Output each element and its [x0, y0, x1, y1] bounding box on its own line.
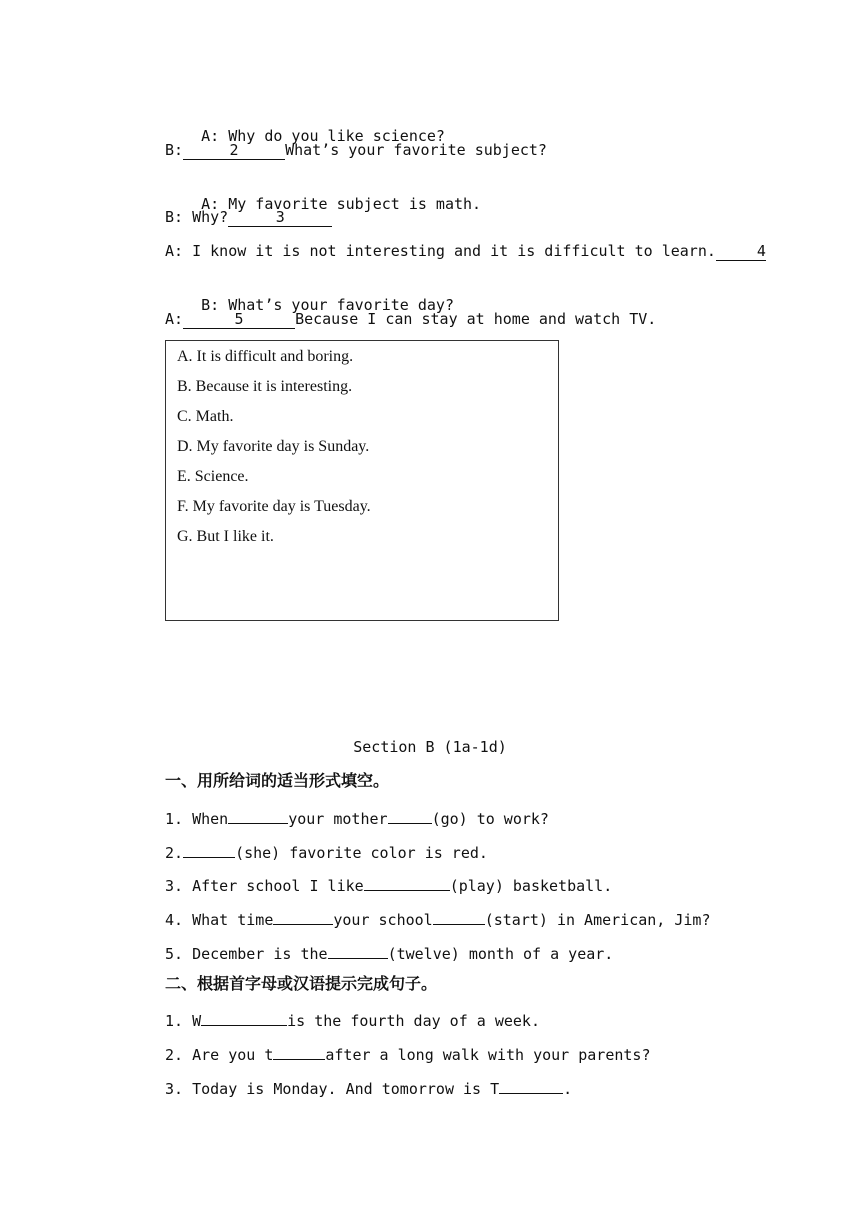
fill-blank[interactable]: [388, 805, 432, 824]
question-text: after a long walk with your parents?: [325, 1046, 651, 1064]
option-c: C. Math.: [177, 408, 234, 425]
dialogue-line-5: [165, 241, 766, 261]
question-text: .: [563, 1080, 573, 1098]
section-title: Section B (1a-1d): [353, 738, 507, 756]
question-text: (twelve) month of a year.: [387, 945, 614, 963]
fill-blank[interactable]: [433, 906, 485, 925]
fill-blank[interactable]: [273, 1041, 325, 1060]
answer-blank-5[interactable]: 5: [183, 310, 295, 329]
part2-item-2: [165, 1041, 650, 1065]
question-text: 4. What time: [165, 911, 274, 929]
fill-blank[interactable]: [228, 805, 288, 824]
fill-blank[interactable]: [183, 839, 235, 858]
question-text: 3. Today is Monday. And tomorrow is T: [165, 1080, 500, 1098]
part2-heading: 二、根据首字母或汉语提示完成句子。: [165, 974, 438, 993]
dialogue-line-4: [165, 207, 332, 227]
question-text: 1. When: [165, 810, 229, 828]
question-text: 2.: [165, 844, 184, 862]
part1-item-3: [165, 872, 612, 896]
option-b: B. Because it is interesting.: [177, 378, 353, 395]
option-f: F. My favorite day is Tuesday.: [177, 498, 371, 515]
question-text: (she) favorite color is red.: [235, 844, 488, 862]
part1-heading: 一、用所给词的适当形式填空。: [165, 771, 390, 790]
dialogue-text: B:: [165, 141, 184, 159]
question-text: 2. Are you t: [165, 1046, 274, 1064]
question-text: 1. W: [165, 1012, 202, 1030]
answer-blank-4[interactable]: 4: [716, 242, 766, 261]
dialogue-text: A: Why do you like science?: [201, 127, 445, 145]
answer-blank-2[interactable]: 2: [183, 141, 285, 160]
part2-item-1: [165, 1007, 540, 1031]
part1-item-4: [165, 906, 711, 930]
question-text: is the fourth day of a week.: [287, 1012, 540, 1030]
part1-item-5: [165, 940, 613, 964]
question-text: (start) in American, Jim?: [484, 911, 711, 929]
dialogue-text: B: Why?: [165, 208, 229, 226]
question-text: your school: [333, 911, 433, 929]
question-text: your mother: [288, 810, 388, 828]
question-text: (go) to work?: [431, 810, 549, 828]
option-g: G. But I like it.: [177, 528, 274, 545]
fill-blank[interactable]: [499, 1075, 563, 1094]
dialogue-line-2: [165, 140, 547, 160]
question-text: 3. After school I like: [165, 877, 364, 895]
fill-blank[interactable]: [273, 906, 333, 925]
question-text: (play) basketball.: [449, 877, 613, 895]
option-a: A. It is difficult and boring.: [177, 348, 354, 365]
option-d: D. My favorite day is Sunday.: [177, 438, 370, 455]
dialogue-text: A: I know it is not interesting and it is difficult to learn.: [165, 242, 716, 260]
fill-blank[interactable]: [364, 872, 450, 891]
part1-item-1: [165, 805, 549, 829]
fill-blank[interactable]: [328, 940, 388, 959]
part1-item-2: [165, 839, 488, 863]
answer-blank-3[interactable]: 3: [228, 208, 332, 227]
option-e: E. Science.: [177, 468, 249, 485]
fill-blank[interactable]: [201, 1007, 287, 1026]
dialogue-line-7: [165, 309, 656, 329]
dialogue-text: A: My favorite subject is math.: [201, 195, 482, 213]
question-text: 5. December is the: [165, 945, 328, 963]
part2-item-3: [165, 1075, 572, 1099]
options-box: [165, 340, 559, 621]
dialogue-text: B: What’s your favorite day?: [201, 296, 454, 314]
dialogue-text: A:: [165, 310, 184, 328]
dialogue-text: Because I can stay at home and watch TV.: [295, 310, 657, 328]
dialogue-text: What’s your favorite subject?: [285, 141, 547, 159]
